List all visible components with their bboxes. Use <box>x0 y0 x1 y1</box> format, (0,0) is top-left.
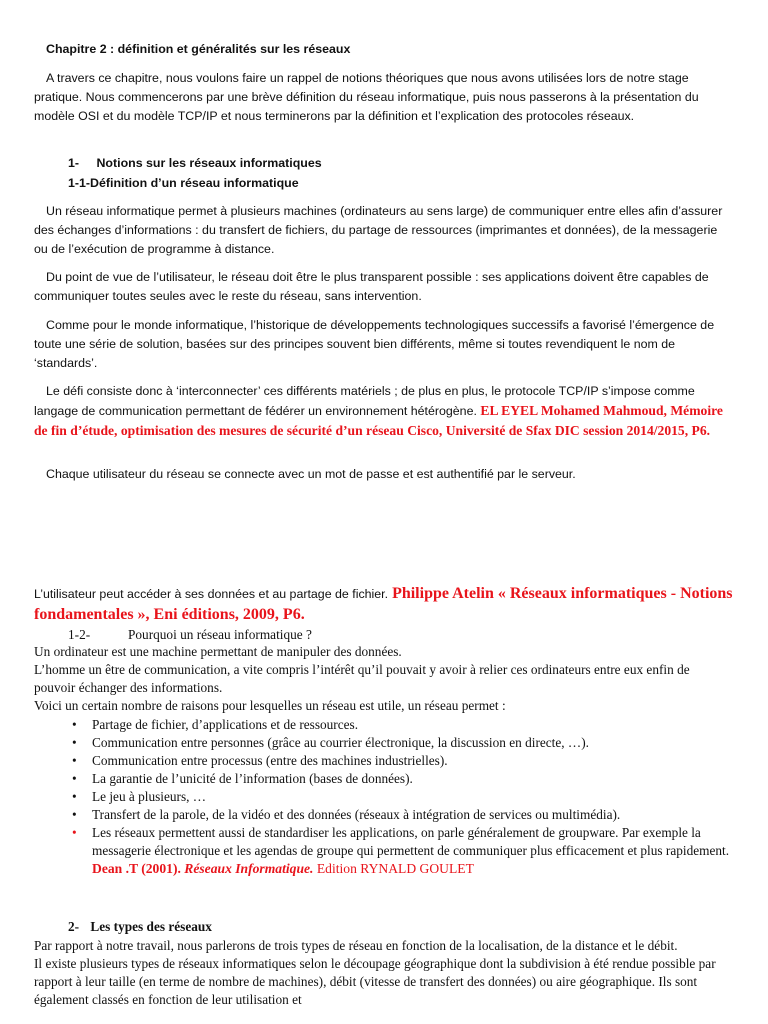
why-line: L’homme un être de communication, a vite compris l’intérêt qu’il pouvait y avoir à relier ces ordinateurs entre eux enfin de pouvoir échanger des informations. <box>34 662 690 695</box>
section-2-heading <box>68 918 212 936</box>
why-line: Un ordinateur est une machine permettant de manipuler des données. <box>34 644 402 659</box>
list-item: • Transfert de la parole, de la vidéo et des données (réseaux à intégration de services ou multimédia). <box>72 807 621 822</box>
section-1-2-number: 1-2- <box>68 627 91 642</box>
types-paragraph-1: Par rapport à notre travail, nous parlerons de trois types de réseau en fonction de la localisation, de la distance et le débit. <box>34 938 678 953</box>
paragraph-tcpip <box>34 382 734 441</box>
list-item: • La garantie de l’unicité de l’information (bases de données). <box>72 771 413 786</box>
paragraph-file-access-text: L’utilisateur peut accéder à ses données et au partage de fichier. <box>34 587 389 601</box>
bullet-icon: • <box>72 825 77 840</box>
list-item: • Partage de fichier, d’applications et de ressources. <box>72 717 359 732</box>
section-1-heading <box>68 154 322 173</box>
paragraph-file-access <box>34 583 734 625</box>
benefits-list <box>34 716 734 878</box>
bullet-icon: • <box>72 789 77 804</box>
bullet-icon: • <box>72 717 77 732</box>
section-1-2-title: Pourquoi un réseau informatique ? <box>128 627 312 642</box>
why-line: Voici un certain nombre de raisons pour lesquelles un réseau est utile, un réseau permet : <box>34 698 506 713</box>
bullet-icon: • <box>72 771 77 786</box>
bullet-icon: • <box>72 807 77 822</box>
chapter-title: Chapitre 2 : définition et généralités sur les réseaux <box>46 42 351 56</box>
why-network-text <box>34 643 734 715</box>
section-1-2-heading <box>68 626 312 644</box>
types-text <box>34 937 734 1009</box>
reference-el-eyel: EL EYEL Mohamed Mahmoud, Mémoire de fin d’étude, optimisation des mesures de sécurité d’un réseau Cisco, Université de Sfax DIC session 2014/2015, P6. <box>34 403 723 438</box>
list-item: • Communication entre personnes (grâce au courrier électronique, la discussion en directe, …). <box>72 735 589 750</box>
section-1-1-heading: 1-1-Définition d’un réseau informatique <box>68 176 299 190</box>
section-1-number: 1- <box>68 156 80 170</box>
section-2-number: 2- <box>68 919 80 934</box>
paragraph-user-view: Du point de vue de l’utilisateur, le réseau doit être le plus transparent possible : ses applications doivent être capables de communiquer toutes seules avec le reste du réseau, sans intervention. <box>34 270 709 303</box>
types-paragraph-2: Il existe plusieurs types de réseaux informatiques selon le découpage géographique dont la subdivision à été rendue possible par rapport à leur taille (en terme de nombre de machines), débit (vitesse de transfert des données) ou aire géographique. Ils sont également classés en fonction de leur utilisation et <box>34 956 716 1007</box>
bullet-icon: • <box>72 753 77 768</box>
bullet-icon: • <box>72 735 77 750</box>
paragraph-history: Comme pour le monde informatique, l’historique de développements technologiques successifs a favorisé l’émergence de toute une série de solution, basées sur des principes souvent bien différents, même si toutes revendiquent le nom de ‘standards’. <box>34 318 715 370</box>
list-item: • Les réseaux permettent aussi de standardiser les applications, on parle généralement de groupware. Par exemple la messagerie électronique et les agendas de groupe qui permettent de communiquer plus efficacement et plus rapidement. Dean .T (2001). Réseaux Informatique. Edition RYNALD GOULET <box>72 825 730 876</box>
reference-dean: Dean .T (2001). Réseaux Informatique. Edition RYNALD GOULET <box>92 861 474 876</box>
paragraph-network-definition: Un réseau informatique permet à plusieurs machines (ordinateurs au sens large) de communiquer entre elles afin d’assurer des échanges d’informations : du transfert de fichiers, du partage de ressources (imprimantes et données), de la messagerie ou de l’exécution de programme à distance. <box>34 204 723 256</box>
intro-paragraph: A travers ce chapitre, nous voulons faire un rappel de notions théoriques que nous avons utilisées lors de notre stage pratique. Nous commencerons par une brève définition du réseau informatique, puis nous passerons à la présentation du modèle OSI et du modèle TCP/IP et nous terminerons par la définition et l’explication des protocoles réseaux. <box>34 71 699 123</box>
section-2-title: Les types des réseaux <box>90 919 212 934</box>
paragraph-authentication: Chaque utilisateur du réseau se connecte avec un mot de passe et est authentifié par le serveur. <box>46 467 576 481</box>
list-item: • Le jeu à plusieurs, … <box>72 789 207 804</box>
section-1-title: Notions sur les réseaux informatiques <box>96 156 322 170</box>
reference-atelin: Philippe Atelin « Réseaux informatiques - Notions fondamentales », Eni éditions, 2009, P6. <box>34 585 733 623</box>
paragraph-tcpip-text: Le défi consiste donc à ‘interconnecter’ ces différents matériels ; de plus en plus, le protocole TCP/IP s’impose comme langage de communication permettant de fédérer un environnement hétérogène. <box>34 384 695 418</box>
list-item: • Communication entre processus (entre des machines industrielles). <box>72 753 448 768</box>
